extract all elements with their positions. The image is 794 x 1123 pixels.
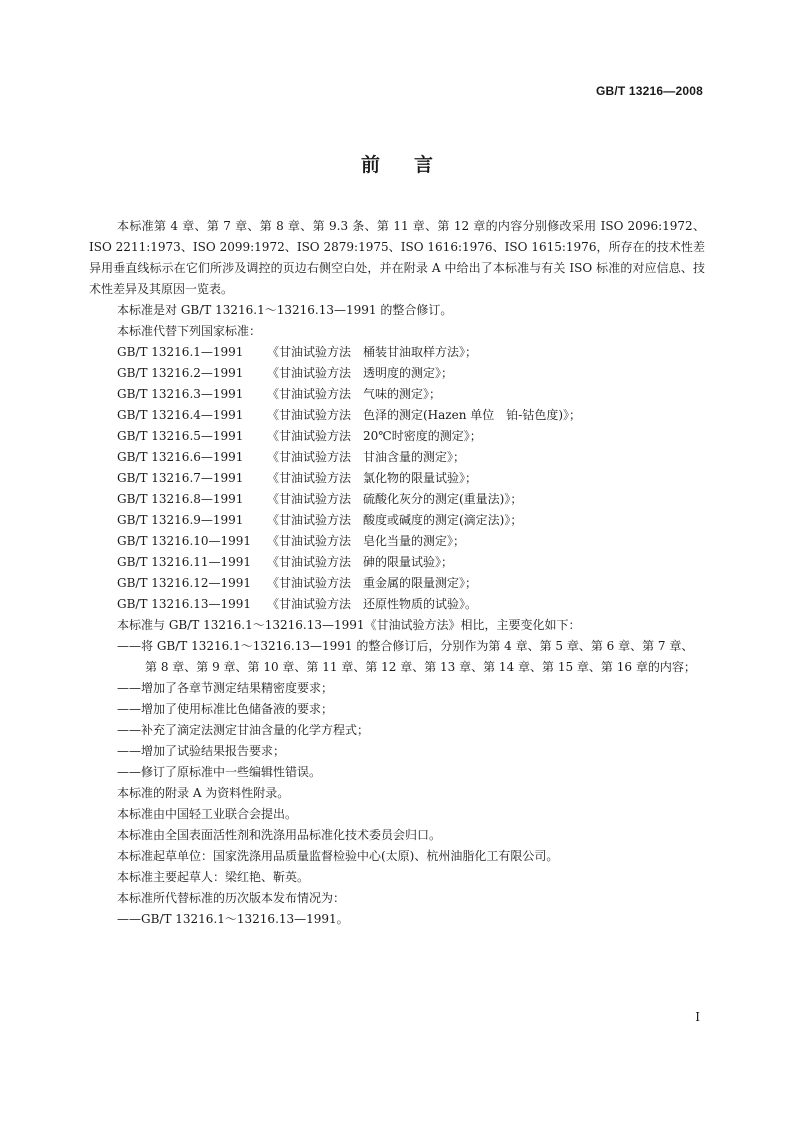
standard-code: GB/T 13216.7—1991 (117, 471, 244, 485)
replaced-standards-list (89, 342, 705, 615)
paragraph-replaces: 本标准代替下列国家标准： (117, 324, 262, 338)
list-item: ——补充了滴定法测定甘油含量的化学方程式； (117, 723, 370, 737)
standard-title: 《甘油试验方法 透明度的测定》； (267, 366, 454, 380)
list-item (89, 552, 705, 573)
paragraph-history-item: ——GB/T 13216.1～13216.13—1991。 (117, 912, 349, 926)
standard-number: GB/T 13216—2008 (595, 84, 703, 98)
list-item: ——增加了使用标准比色储备液的要求； (117, 702, 334, 716)
standard-title: 《甘油试验方法 甘油含量的测定》； (267, 450, 466, 464)
paragraph-changes-intro: 本标准与 GB/T 13216.1～13216.13—1991《甘油试验方法》相比，主要变化如下： (117, 618, 581, 632)
standard-code: GB/T 13216.9—1991 (117, 513, 244, 527)
standard-code: GB/T 13216.12—1991 (117, 576, 252, 590)
standard-title: 《甘油试验方法 气味的测定》； (267, 387, 442, 401)
standard-title: 《甘油试验方法 硫酸化灰分的测定(重量法)》； (267, 492, 523, 506)
foreword-body (89, 216, 705, 930)
paragraph-history: 本标准所代替标准的历次版本发布情况为： (117, 891, 346, 905)
standard-code: GB/T 13216.13—1991 (117, 597, 252, 611)
list-item: ——增加了各章节测定结果精密度要求； (117, 681, 334, 695)
list-item: ——修订了原标准中一些编辑性错误。 (117, 765, 322, 779)
list-item: ——将 GB/T 13216.1～13216.13—1991 的整合修订后，分别作为第 4 章、第 5 章、第 6 章、第 7 章、第 8 章、第 9 章、第 10 章、第 11 章、第 12 章、第 13 章、第 14 章、第 15 章、第 16 章的内容； (117, 639, 696, 674)
list-item (89, 531, 705, 552)
list-item (89, 363, 705, 384)
paragraph-drafting-units: 本标准起草单位：国家洗涤用品质量监督检验中心(太原)、杭州油脂化工有限公司。 (117, 849, 559, 863)
list-item (89, 510, 705, 531)
standard-code: GB/T 13216.1—1991 (117, 345, 244, 359)
paragraph-revision: 本标准是对 GB/T 13216.1～13216.13—1991 的整合修订。 (117, 303, 453, 317)
page-number: I (695, 1010, 700, 1024)
standard-title: 《甘油试验方法 还原性物质的试验》。 (267, 597, 478, 611)
paragraph-adoption: 本标准第 4 章、第 7 章、第 8 章、第 9.3 条、第 11 章、第 12 章的内容分别修改采用 ISO 2096:1972、ISO 2211:1973、ISO 2099:1972、ISO 2879:1975、ISO 1616:1976、ISO 1615:1976，所存在的技术性差异用垂直线标示在它们所涉及调控的页边右侧空白处，并在附录 A 中给出了本标准与有关 ISO 标准的对应信息、技术性差异及其原因一览表。 (89, 219, 705, 296)
standard-code: GB/T 13216.8—1991 (117, 492, 244, 506)
page-title: 前言 (360, 154, 467, 176)
list-item (89, 594, 705, 615)
standard-title: 《甘油试验方法 重金属的限量测定》； (267, 576, 478, 590)
standard-code: GB/T 13216.3—1991 (117, 387, 244, 401)
changes-list (89, 636, 705, 783)
standard-code: GB/T 13216.6—1991 (117, 450, 244, 464)
standard-title: 《甘油试验方法 20℃时密度的测定》； (267, 429, 482, 443)
list-item (89, 384, 705, 405)
standard-code: GB/T 13216.10—1991 (117, 534, 252, 548)
paragraph-drafters: 本标准主要起草人：梁红艳、靳英。 (117, 870, 310, 884)
standard-code: GB/T 13216.4—1991 (117, 408, 244, 422)
standard-title: 《甘油试验方法 桶装甘油取样方法》； (267, 345, 478, 359)
list-item (89, 447, 705, 468)
paragraph-centralized-by: 本标准由全国表面活性剂和洗涤用品标准化技术委员会归口。 (117, 828, 442, 842)
list-item (89, 426, 705, 447)
paragraph-proposed-by: 本标准由中国轻工业联合会提出。 (117, 807, 298, 821)
list-item (89, 468, 705, 489)
paragraph-annex: 本标准的附录 A 为资料性附录。 (117, 786, 290, 800)
standard-title: 《甘油试验方法 砷的限量试验》； (267, 555, 454, 569)
standard-title: 《甘油试验方法 色泽的测定(Hazen 单位 铂-钴色度)》； (267, 408, 582, 422)
list-item (89, 573, 705, 594)
standard-code: GB/T 13216.11—1991 (117, 555, 252, 569)
standard-title: 《甘油试验方法 皂化当量的测定》； (267, 534, 466, 548)
standard-title: 《甘油试验方法 酸度或碱度的测定(滴定法)》； (267, 513, 523, 527)
standard-code: GB/T 13216.2—1991 (117, 366, 244, 380)
standard-code: GB/T 13216.5—1991 (117, 429, 244, 443)
list-item (89, 342, 705, 363)
standard-title: 《甘油试验方法 氯化物的限量试验》； (267, 471, 478, 485)
list-item (89, 489, 705, 510)
list-item: ——增加了试验结果报告要求； (117, 744, 286, 758)
list-item (89, 405, 705, 426)
